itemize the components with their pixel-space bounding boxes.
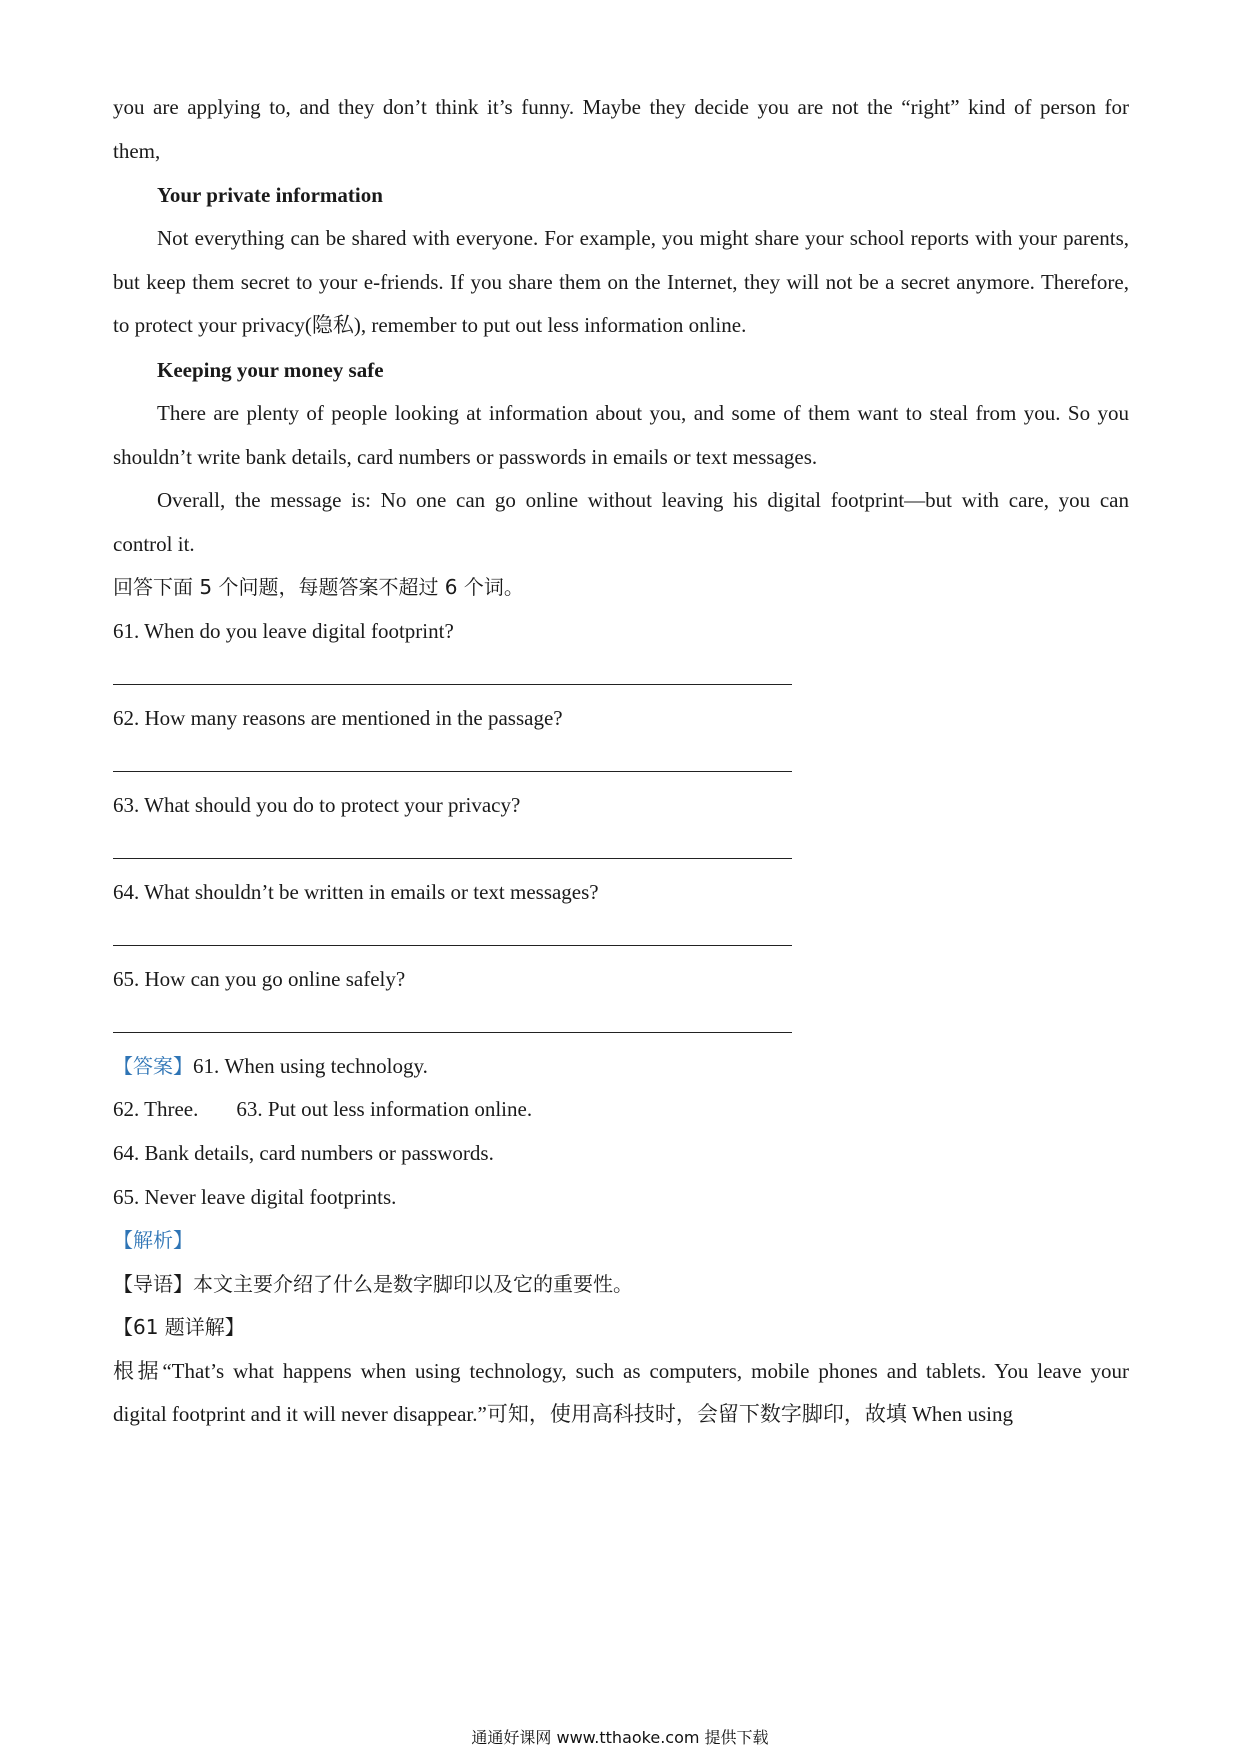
answer-65: 65. Never leave digital footprints. — [113, 1185, 397, 1209]
analysis-q61-line: 根据“That’s what happens when using technology, such as computers, mobile phones and tablets. You leave your — [113, 1359, 1129, 1383]
question-65: 65. How can you go online safely? — [113, 967, 406, 991]
answer-61: 61. When using technology. — [193, 1054, 428, 1078]
passage-line: to protect your privacy(隐私), remember to put out less information online. — [113, 313, 747, 337]
passage-line: There are plenty of people looking at information about you, and some of them want to steal from you. So you — [157, 401, 1129, 425]
analysis-q61-label: 【61 题详解】 — [113, 1315, 245, 1339]
analysis-q61-line: digital footprint and it will never disappear.”可知，使用高科技时，会留下数字脚印，故填 When using — [113, 1402, 1013, 1426]
question-64: 64. What shouldn’t be written in emails or text messages? — [113, 880, 599, 904]
answer-61-row — [113, 1051, 1129, 1081]
section-heading-private-information: Your private information — [157, 183, 383, 207]
answer-line — [113, 1032, 792, 1033]
question-62: 62. How many reasons are mentioned in the passage? — [113, 706, 563, 730]
answer-64: 64. Bank details, card numbers or passwords. — [113, 1141, 494, 1165]
passage-line: shouldn’t write bank details, card numbers or passwords in emails or text messages. — [113, 445, 818, 469]
answer-62: 62. Three. — [113, 1097, 199, 1121]
answer-line — [113, 858, 792, 859]
analysis-label: 【解析】 — [113, 1228, 193, 1252]
passage-line: Overall, the message is: No one can go online without leaving his digital footprint—but with care, you can — [157, 488, 1129, 512]
question-63: 63. What should you do to protect your privacy? — [113, 793, 521, 817]
answer-line — [113, 945, 792, 946]
answer-62-63-row — [113, 1094, 1129, 1124]
passage-line: Not everything can be shared with everyone. For example, you might share your school reports with your parents, — [157, 226, 1129, 250]
answer-63: 63. Put out less information online. — [236, 1097, 533, 1121]
answer-line — [113, 684, 792, 685]
question-61: 61. When do you leave digital footprint? — [113, 619, 454, 643]
instructions: 回答下面 5 个问题，每题答案不超过 6 个词。 — [113, 575, 524, 599]
passage-line: but keep them secret to your e-friends. If you share them on the Internet, they will not be a secret anymore. Therefore, — [113, 270, 1129, 294]
section-heading-money-safe: Keeping your money safe — [157, 358, 384, 382]
passage-line: control it. — [113, 532, 195, 556]
answer-line — [113, 771, 792, 772]
passage-line: you are applying to, and they don’t think it’s funny. Maybe they decide you are not the “right” kind of person for — [113, 95, 1129, 119]
answer-label: 【答案】 — [113, 1054, 193, 1078]
page-footer: 通通好课网 www.tthaoke.com 提供下载 — [471, 1728, 769, 1747]
analysis-intro: 【导语】本文主要介绍了什么是数字脚印以及它的重要性。 — [113, 1272, 633, 1296]
passage-line: them, — [113, 139, 161, 163]
